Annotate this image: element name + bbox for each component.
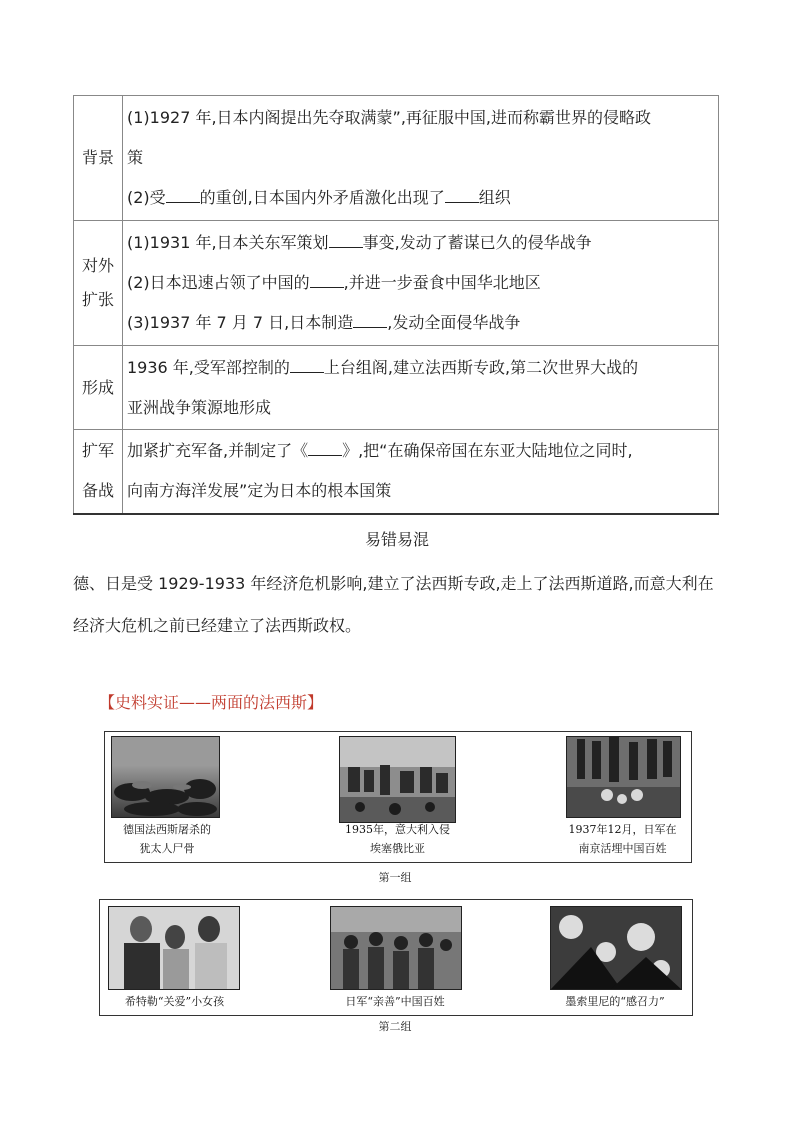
row-head-formation: 形成 (74, 346, 123, 430)
line: 加紧扩充军备,并制定了《 》,把“在确保帝国在东亚大陆地位之同时, (127, 431, 716, 471)
photo-japanese-soldiers (330, 906, 462, 990)
photo-invasion (339, 736, 456, 823)
photo-nanjing (566, 736, 681, 818)
fill-blank (290, 354, 324, 373)
caption-1-2: 1935年，意大利入侵 埃塞俄比亚 (345, 823, 450, 855)
line: (1)1927 年,日本内阁提出先夺取满蒙”,再征服中国,进而称霸世界的侵略政 (127, 108, 652, 127)
fill-blank (445, 184, 479, 203)
line: 亚洲战争策源地形成 (127, 397, 272, 417)
row-body-background (123, 96, 719, 221)
explanation-paragraph: 德、日是受 1929-1933 年经济危机影响,建立了法西斯专政,走上了法西斯道路,而意大利在经济大危机之前已经建立了法西斯政权。 (73, 574, 714, 635)
line: (2)受 的重创,日本国内外矛盾激化出现了 组织 (127, 178, 716, 218)
group-1-label: 第一组 (378, 871, 412, 884)
line: 策 (127, 148, 144, 167)
caption-1-3: 1937年12月，日军在 南京活埋中国百姓 (568, 823, 677, 855)
easy-mistake-title: 易错易混 (364, 530, 429, 549)
fill-blank (166, 184, 200, 203)
row-head-expansion: 对外扩张 (74, 221, 123, 346)
row-head-background: 背景 (74, 96, 123, 221)
photo-bodies (111, 736, 220, 818)
row-head-armament: 扩军备战 (74, 430, 123, 514)
caption-2-3: 墨索里尼的“感召力” (565, 995, 665, 1008)
row-body-armament (123, 430, 719, 514)
caption-1-1: 德国法西斯屠杀的 犹太人尸骨 (123, 823, 211, 855)
fill-blank (329, 229, 363, 248)
photo-mussolini (550, 906, 682, 990)
line: (1)1931 年,日本关东军策划 事变,发动了蓄谋已久的侵华战争 (127, 223, 716, 263)
knowledge-table (73, 95, 719, 515)
fill-blank (353, 309, 387, 328)
photo-group-2 (99, 899, 693, 1016)
photo-hitler-girl (108, 906, 240, 990)
line: (3)1937 年 7 月 7 日,日本制造 ,发动全面侵华战争 (127, 303, 716, 343)
section-title: 【史料实证——两面的法西斯】 (99, 693, 324, 712)
line: 向南方海洋发展”定为日本的根本国策 (127, 481, 392, 501)
caption-2-1: 希特勒“关爱”小女孩 (124, 995, 225, 1008)
fill-blank (310, 269, 344, 288)
fill-blank (308, 437, 342, 456)
line: (2)日本迅速占领了中国的 ,并进一步蚕食中国华北地区 (127, 263, 716, 303)
photo-group-1 (104, 731, 692, 863)
line: 1936 年,受军部控制的 上台组阁,建立法西斯专政,第二次世界大战的 (127, 348, 716, 388)
row-body-formation (123, 346, 719, 430)
row-body-expansion (123, 221, 719, 346)
group-2-label: 第二组 (378, 1020, 412, 1033)
caption-2-2: 日军“亲善”中国百姓 (345, 995, 445, 1008)
